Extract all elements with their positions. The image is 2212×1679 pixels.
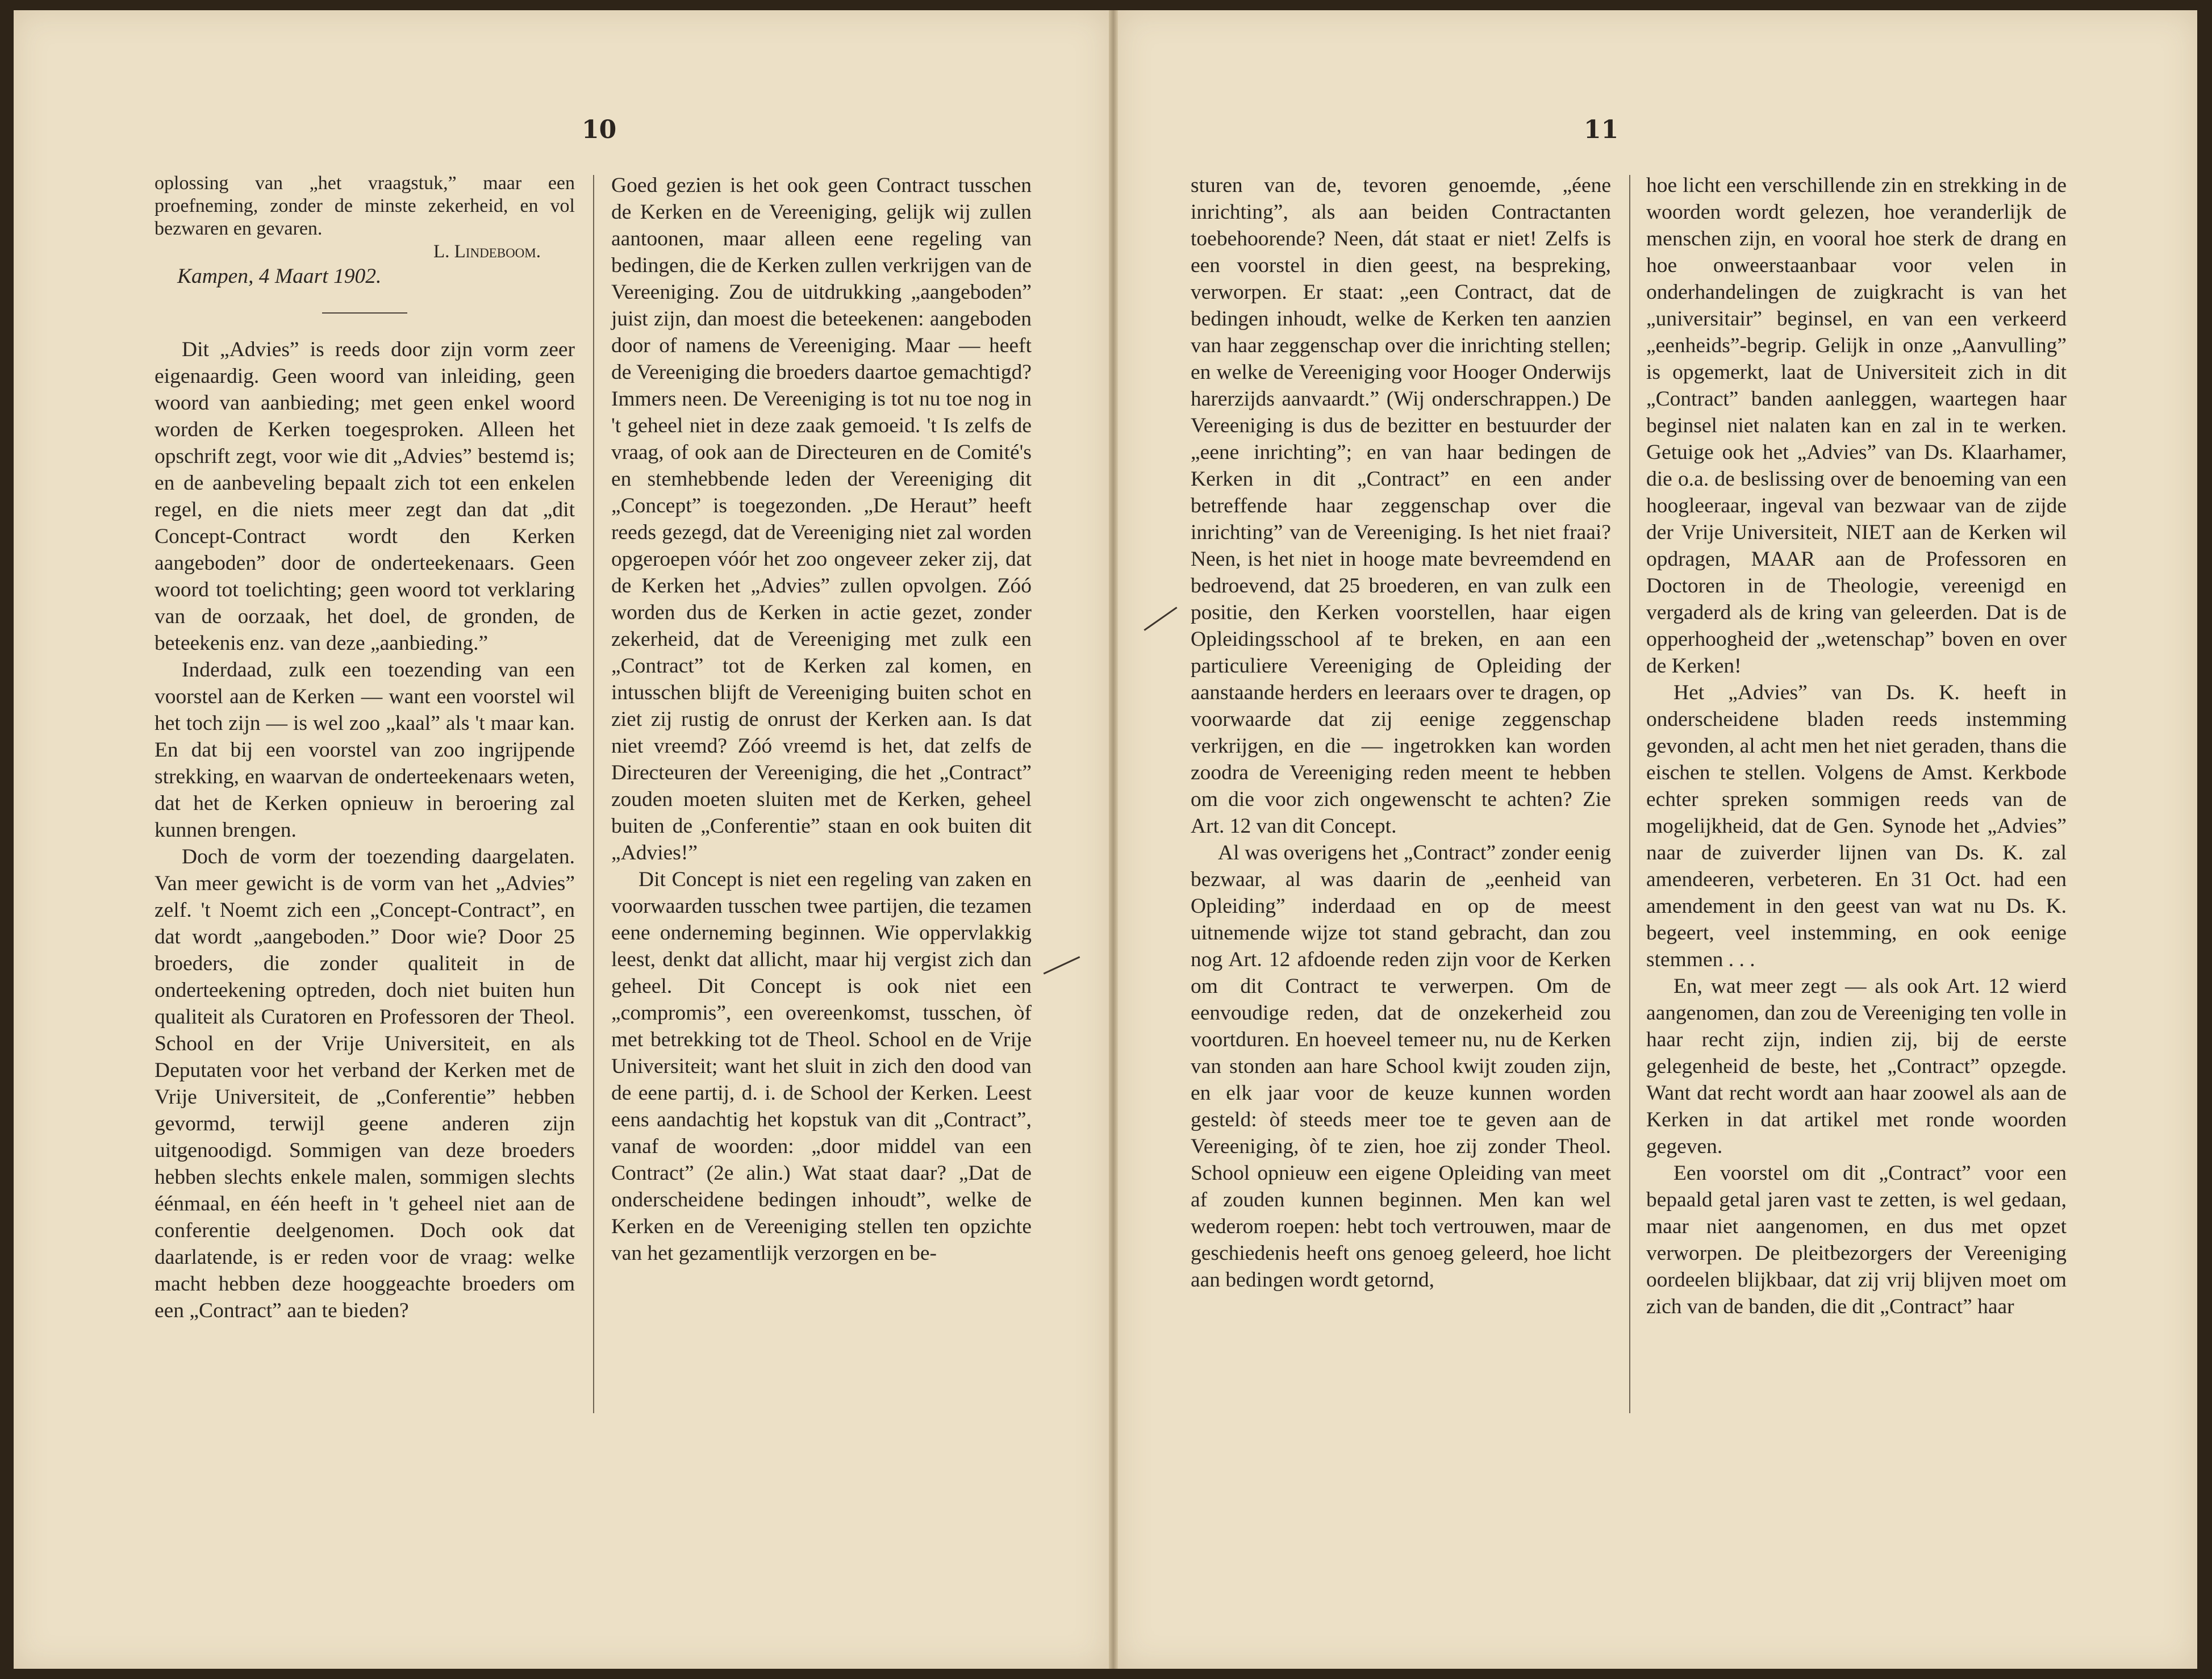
paragraph: sturen van de, tevoren genoemde, „éene inrichting”, als aan beiden Contractanten toebehoorende? Neen, dát staat er niet! Zelfs is een voorstel in dien geest, na bespreking, verworpen. Er staat: „een Contract, dat de bedingen inhoudt, welke de Kerken ten aanzien van haar zeggenschap over die inrichting stellen; en welke de Vereeniging voor Hooger Onderwijs harerzijds aanvaardt.” (Wij onderschrappen.) De Vereeniging is dus de bezitter en bestuurder der „eene inrichting”; en van haar bedingen de Kerken in dit „Contract” en een ander betreffende haar zeggenschap over die inrichting” van de Vereeniging. Is het niet fraai? Neen, is het niet in hooge mate bevreemdend en bedroevend, dat 25 broederen, en van zulk een positie, den Kerken voorstellen, haar eigen Opleidingsschool af te breken, en aan een particuliere Vereeniging de Opleiding der aanstaande herders en leeraars over te dragen, op voorwaarde dat zij eenige zeggenschap verkrijgen, en die — ingetrokken kan worden zoodra de Vereeniging reden meent te hebben om die voor zich ongewenscht te achten? Zie Art. 12 van dit Concept. (1191, 174, 1611, 838)
book-gutter (1109, 10, 1118, 1669)
section-rule (322, 312, 407, 314)
signature: L. Lindeboom. (433, 241, 541, 262)
pencil-mark (1143, 607, 1177, 631)
paragraph: Het „Advies” van Ds. K. heeft in onderscheidene bladen reeds instemming gevonden, al acht men het niet geraden, thans die eischen te stellen. Volgens de Amst. Kerkbode echter spreken sommigen reeds van de mogelijkheid, dat de Gen. Synode het „Advies” naar de zuiverder lijnen van Ds. K. zal amendeeren, verbeteren. En 31 Oct. had een amendement in den geest van wat nu Ds. K. begeert, veel instemming, en ook eenige stemmen . . . (1646, 681, 2067, 971)
page-number: 10 (582, 115, 617, 144)
right-page (1118, 10, 2197, 1669)
paragraph: oplossing van „het vraagstuk,” maar een proefneming, zonder de minste zekerheid, en vol bezwaren en gevaren. (155, 173, 575, 239)
paragraph: Al was overigens het „Contract” zonder eenig bezwaar, al was daarin de „eenheid van Opleiding” inderdaad en op de meest uitnemende wijze tot stand gebracht, dan zou nog Art. 12 afdoende reden zijn voor de Kerken om dit Contract te verwerpen. Om de eenvoudige reden, dat de onzekerheid zou voortduren. En hoeveel temeer nu, nu de Kerken van stonden aan hare School kwijt zouden zijn, en elk jaar voor de keuze kunnen worden gesteld: òf steeds meer toe te geven aan de Vereeniging, òf te zien, hoe zij zonder Theol. School opnieuw een eigene Opleiding van meet af zouden kunnen beginnen. Men kan wel wederom roepen: hebt toch vertrouwen, maar de geschiedenis heeft ons genoeg geleerd, hoe licht aan bedingen wordt getornd, (1191, 841, 1611, 1292)
paragraph: Goed gezien is het ook geen Contract tusschen de Kerken en de Vereeniging, gelijk wij zullen aantoonen, maar alleen eene regeling van bedingen, die de Kerken zullen verkrijgen van de Vereeniging. Zou de uitdrukking „aangeboden” juist zijn, dan moest die beteekenen: aangeboden door of namens de Vereeniging. Maar — heeft de Vereeniging die broeders daartoe gemachtigd? Immers neen. De Vereeniging is tot nu toe nog in 't geheel niet in deze zaak gemoeid. 't Is zelfs de vraag, of ook aan de Directeuren en de Comité's en stemhebbende leden der Vereeniging dit „Concept” is toegezonden. „De Heraut” heeft reeds gezegd, dat de Vereeniging niet zal worden opgeroepen vóór het zoo ongeveer zeker zij, dat de Kerken het „Advies” zullen opvolgen. Zóó worden dus de Kerken in actie gezet, zonder zekerheid, dat de Vereeniging met zulk een „Contract” tot de Kerken zal komen, en intusschen blijft de Vereeniging buiten schot en ziet zij rustig de onrust der Kerken aan. Is dat niet vreemd? Zóó vreemd is het, dat zelfs de Directeuren der Vereeniging, die het „Contract” zouden moeten sluiten met de Kerken, geheel buiten de „Conferentie” staan en ook buiten dit „Advies!” (611, 174, 1032, 864)
left-page-column-1 (155, 172, 575, 1324)
pencil-mark (1044, 956, 1080, 974)
right-page-column-2 (1646, 172, 2067, 1320)
right-page-column-1 (1191, 172, 1611, 1293)
paragraph: Inderdaad, zulk een toezending van een voorstel aan de Kerken — want een voorstel wil het toch zijn — is wel zoo „kaal” als 't maar kan. En dat bij een voorstel van zoo ingrijpende strekking, en waarvan de onderteekenaars weten, dat het de Kerken opnieuw in beroering zal kunnen brengen. (155, 658, 575, 842)
paragraph: hoe licht een verschillende zin en strekking in de woorden wordt gelezen, hoe veranderlijk de menschen zijn, en vooral hoe sterk de drang en hoe onweerstaanbaar voor velen in onderhandelingen de zuigkracht is van het „universitair” beginsel, en van een verkeerd „eenheids”-begrip. Gelijk in onze „Aanvulling” is opgemerkt, laat de Universiteit zich in dit „Contract” banden aanleggen, waartegen haar beginsel niet nalaten kan en zal in te werken. Getuige ook het „Advies” van Ds. Klaarhamer, die o.a. de beslissing over de benoeming van een hoogleeraar, ingeval van bezwaar van de zijde der Vrije Universiteit, NIET aan de Kerken wil opdragen, MAAR aan de Professoren en Doctoren in de Theologie, vereenigd en vergaderd als de kring van geleerden. Dat is de opperhoogheid der „wetenschap” boven en over de Kerken! (1646, 174, 2067, 678)
paragraph: En, wat meer zegt — als ook Art. 12 wierd aangenomen, dan zou de Vereeniging ten volle in haar recht zijn, indien zij, bij de eerste gelegenheid de beste, het „Contract” opzegde. Want dat recht wordt aan haar zoowel als aan de Kerken in dat artikel met ronde woorden gegeven. (1646, 975, 2067, 1158)
paragraph: Dit Concept is niet een regeling van zaken en voorwaarden tusschen twee partijen, die tezamen eene onderneming beginnen. Wie oppervlakkig leest, denkt dat allicht, maar hij vergist zich dan geheel. Dit Concept is ook niet een „compromis”, een overeenkomst, tusschen, òf met betrekking tot de Theol. School en de Vrije Universiteit; want het sluit in zich den dood van de eene partij, d. i. de School der Kerken. Leest eens aandachtig het kopstuk van dit „Contract”, vanaf de woorden: „door middel van een Contract” (2e alin.) Wat staat daar? „Dat de onderscheidene bedingen inhoudt”, welke de Kerken en de Vereeniging stellen ten opzichte van het gezamentlijk verzorgen en be- (611, 868, 1032, 1265)
paragraph: Dit „Advies” is reeds door zijn vorm zeer eigenaardig. Geen woord van inleiding, geen woord van aanbieding; met geen enkel woord worden de Kerken toegesproken. Alleen het opschrift zegt, voor wie dit „Advies” bestemd is; en de aanbeveling bepaalt zich tot een enkelen regel, en die niets meer zegt dan dat „dit Concept-Contract wordt den Kerken aangeboden” door de onderteekenaars. Geen woord tot toelichting; geen woord tot verklaring van de oorzaak, het doel, de gronden, de beteekenis enz. van deze „aanbieding.” (155, 338, 575, 655)
dateline: Kampen, 4 Maart 1902. (177, 265, 382, 288)
left-page-column-2 (611, 172, 1032, 1267)
column-divider (593, 175, 594, 1413)
column-divider (1629, 175, 1630, 1413)
left-page (14, 10, 1109, 1669)
paragraph: Doch de vorm der toezending daargelaten. Van meer gewicht is de vorm van het „Advies” zelf. 't Noemt zich een „Concept-Contract”, en dat wordt „aangeboden.” Door wie? Door 25 broeders, die zonder qualiteit in de onderteekening optreden, doch niet buiten hun qualiteit als Curatoren en Professoren der Theol. School en der Vrije Universiteit, en als Deputaten voor het verband der Kerken met de Vrije Universiteit, de „Conferentie” hebben gevormd, terwijl geene anderen zijn uitgenoodigd. Sommigen van deze broeders hebben slechts enkele malen, sommigen slechts éénmaal, en één heeft in 't geheel niet aan de conferentie deelgenomen. Doch ook dat daarlatende, is er reden voor de vraag: welke macht hebben deze hooggeachte broeders om een „Contract” aan te bieden? (155, 845, 575, 1322)
paragraph: Een voorstel om dit „Contract” voor een bepaald getal jaren vast te zetten, is wel gedaan, maar niet aangenomen, en dus met opzet verworpen. De pleitbezorgers der Vereeniging oordeelen blijkbaar, dat zij vrij blijven moet om zich van de banden, die dit „Contract” haar (1646, 1162, 2067, 1318)
page-number: 11 (1584, 115, 1619, 144)
